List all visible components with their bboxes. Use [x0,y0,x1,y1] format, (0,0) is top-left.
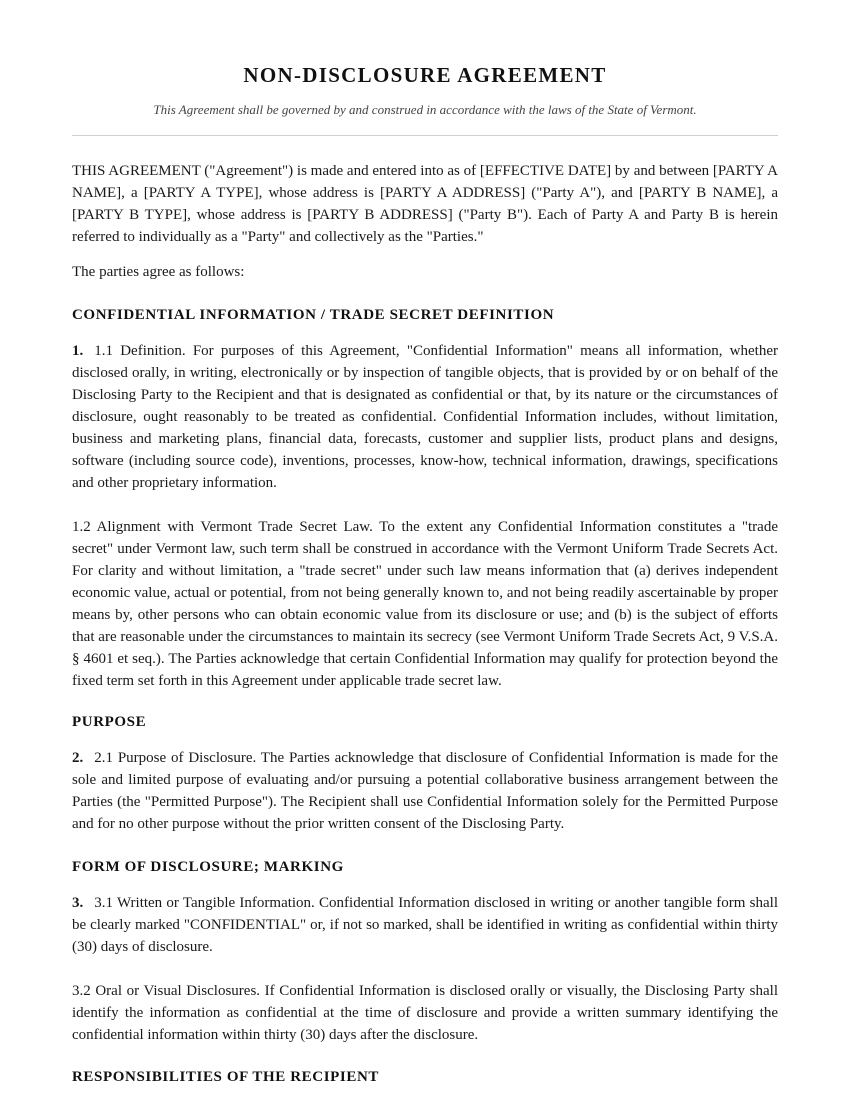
governing-law-subtitle: This Agreement shall be governed by and construed in accordance with the laws of the State of Vermont. [153,102,697,117]
section-heading-form-of-disclosure: FORM OF DISCLOSURE; MARKING [72,859,344,875]
section-1-paragraph-1 [72,340,778,494]
paragraph-text: 3.1 Written or Tangible Information. Confidential Information disclosed in writing or another tangible form shall be clearly marked "CONFIDENTIAL" or, if not so marked, shall be identified in writing as confidential within thirty (30) days of disclosure. [72,895,778,955]
section-3-paragraph-1 [72,892,778,958]
paragraph-text: 1.1 Definition. For purposes of this Agreement, "Confidential Information" means all information, whether disclosed orally, in writing, electronically or by inspection of tangible objects, that is provided by or on behalf of the Disclosing Party to the Recipient and that is designated as confidential or that, by its nature or the circumstances of disclosure, ought reasonably to be treated as confidential. Confidential Information includes, without limitation, business and marketing plans, financial data, forecasts, customer and supplier lists, product plans and designs, software (including source code), inventions, processes, know-how, technical information, drawings, specifications and other proprietary information. [72,343,778,491]
title-divider [72,135,778,136]
paragraph-text: 2.1 Purpose of Disclosure. The Parties acknowledge that disclosure of Confidential Information is made for the sole and limited purpose of evaluating and/or pursuing a potential collaborative business arrangement between the Parties (the "Permitted Purpose"). The Recipient shall use Confidential Information solely for the Permitted Purpose and for no other purpose without the prior written consent of the Disclosing Party. [72,750,778,832]
section-2-paragraph-1 [72,747,778,835]
section-1-paragraph-2: 1.2 Alignment with Vermont Trade Secret Law. To the extent any Confidential Information constitutes a "trade secret" under Vermont law, such term shall be construed in accordance with the Vermont Uniform Trade Secrets Act. For clarity and without limitation, a "trade secret" under such law means information that (a) derives independent economic value, actual or potential, from not being generally known to, and not being readily ascertainable by proper means by, other persons who can obtain economic value from its disclosure or use; and (b) is the subject of efforts that are reasonable under the circumstances to maintain its secrecy (see Vermont Uniform Trade Secrets Act, 9 V.S.A. § 4601 et seq.). The Parties acknowledge that certain Confidential Information may qualify for protection beyond the fixed term set forth in this Agreement under applicable trade secret law. [72,519,778,689]
section-number: 2. [72,750,84,766]
section-heading-recipient-responsibilities: RESPONSIBILITIES OF THE RECIPIENT [72,1069,379,1085]
intro-paragraph: THIS AGREEMENT ("Agreement") is made and entered into as of [EFFECTIVE DATE] by and between [PARTY A NAME], a [PARTY A TYPE], whose address is [PARTY A ADDRESS] ("Party A"), and [PARTY B NAME], a [PARTY B TYPE], whose address is [PARTY B ADDRESS] ("Party B"). Each of Party A and Party B is herein referred to individually as a "Party" and collectively as the "Parties." [72,163,778,245]
section-number: 1. [72,343,84,359]
section-number: 3. [72,895,84,911]
section-heading-purpose: PURPOSE [72,714,147,730]
agreement-statement: The parties agree as follows: [72,264,245,280]
document-title: NON-DISCLOSURE AGREEMENT [243,63,607,87]
section-3-paragraph-2: 3.2 Oral or Visual Disclosures. If Confidential Information is disclosed orally or visually, the Disclosing Party shall identify the information as confidential at the time of disclosure and provide a written summary identifying the confidential information within thirty (30) days after the disclosure. [72,983,778,1043]
section-heading-confidential-information: CONFIDENTIAL INFORMATION / TRADE SECRET DEFINITION [72,307,555,323]
